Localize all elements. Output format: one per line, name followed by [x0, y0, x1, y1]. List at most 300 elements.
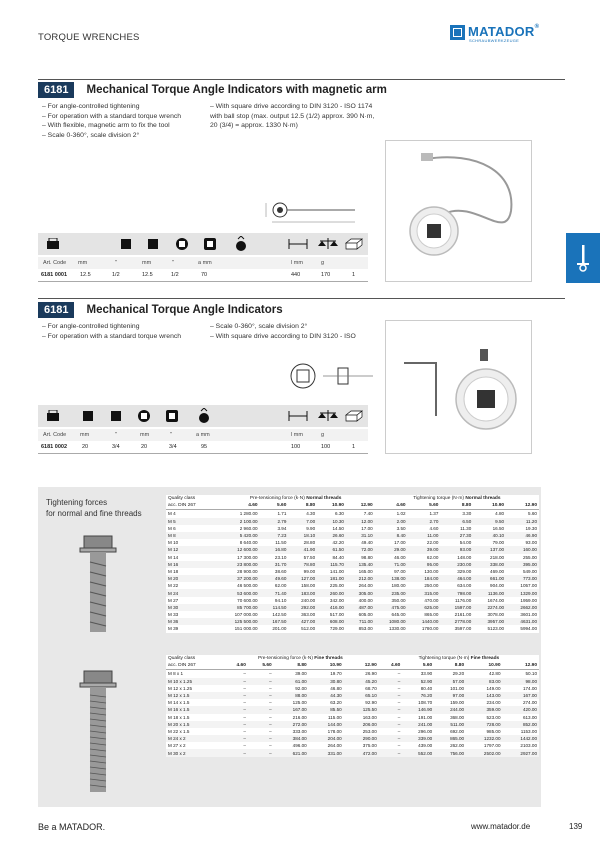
dimension-drawing-2: [283, 358, 378, 398]
pre-tension-label: Pre-tensioning force (k·N): [258, 656, 313, 662]
table-row: [166, 539, 539, 546]
table-cell: 83.00: [489, 678, 501, 684]
section-1-title: Mechanical Torque Angle Indicators with magnetic arm: [86, 84, 387, 96]
package-unit-icon: [345, 410, 363, 422]
table-cell: 230.00: [457, 561, 472, 567]
thread-size: M 6: [168, 525, 176, 531]
table-cell: 608.00: [329, 619, 344, 625]
square-drive-inch-icon: [148, 239, 158, 249]
thread-size: M 12 x 1.5: [168, 693, 190, 699]
table-cell: –: [243, 700, 246, 706]
table-cell: 201.00: [272, 626, 287, 632]
table-cell: 62.00: [274, 583, 287, 589]
thread-size: M 12 x 1.25: [168, 685, 193, 691]
table-cell: 158.00: [301, 583, 316, 589]
torque-label: Tightening torque (N·m): [413, 496, 464, 502]
table-cell: 79.00: [492, 540, 505, 546]
table-cell: 38.60: [274, 568, 287, 574]
table-cell: 114.50: [272, 604, 287, 610]
table-cell: 204.00: [327, 736, 342, 742]
table-cell: 39.00: [295, 671, 307, 677]
table-cell: 26.60: [332, 533, 344, 539]
table-cell: 6.50: [462, 518, 472, 524]
table-cell: –: [397, 743, 401, 749]
normal-threads-body: [166, 510, 539, 633]
logo-mark-icon: [450, 25, 465, 40]
table-cell: 184.00: [424, 576, 439, 582]
table-cell: 4.30: [306, 511, 316, 517]
thread-size: M 14: [168, 554, 179, 560]
bullet: – For angle-controlled tightening: [42, 322, 202, 332]
socket-inch-icon: [204, 238, 216, 250]
table-cell: 255.00: [522, 554, 537, 560]
table-cell: 359.00: [486, 707, 501, 713]
table-cell: 80.40: [420, 685, 433, 691]
fine-threads-body: [166, 670, 539, 757]
table-cell: 523.00: [486, 714, 501, 720]
table-cell: 1330.00: [388, 626, 406, 632]
length-icon: [288, 411, 308, 421]
table-cell: 191.00: [418, 714, 433, 720]
thread-size: M 24: [168, 590, 179, 596]
bullet: – With flexible, magnetic arm to fix the tool: [42, 121, 202, 131]
table-cell: 363.00: [301, 612, 316, 618]
table-cell: –: [243, 707, 246, 713]
table-cell: 19.30: [525, 525, 537, 531]
spec-value: 12.5: [80, 272, 91, 278]
spec-row-2[interactable]: [38, 441, 368, 453]
table-cell: –: [269, 714, 272, 720]
table-cell: 7.23: [277, 533, 287, 539]
table-cell: 57.50: [303, 554, 316, 560]
section-2-title: Mechanical Torque Angle Indicators: [86, 304, 283, 316]
table-cell: 400.00: [358, 597, 373, 603]
table-cell: 50.10: [525, 671, 537, 677]
table-cell: 167.50: [272, 619, 287, 625]
table-cell: 517.00: [329, 612, 344, 618]
table-cell: 84.40: [332, 554, 344, 560]
spec-value: 1/2: [112, 272, 120, 278]
table-cell: 552.00: [418, 750, 433, 756]
table-cell: 3957.00: [487, 619, 505, 625]
table-cell: –: [243, 685, 246, 691]
thread-size: M 18: [168, 568, 179, 574]
quality-class: 5.60: [262, 663, 272, 669]
quality-class: 5.60: [422, 663, 433, 669]
table-row: [166, 561, 539, 568]
table-cell: 142.50: [272, 612, 287, 618]
table-cell: 14.50: [332, 525, 344, 531]
quality-class: 12.90: [360, 503, 373, 509]
spec-icon-bar-1: [38, 233, 368, 255]
quality-class: 4.60: [236, 663, 246, 669]
length-icon: [288, 239, 308, 249]
table-cell: 339.00: [418, 736, 433, 742]
table-cell: –: [243, 714, 246, 720]
table-cell: 865.00: [450, 736, 465, 742]
table-cell: –: [269, 685, 272, 691]
table-cell: 292.00: [301, 604, 316, 610]
unit: g: [321, 260, 325, 266]
table-cell: –: [243, 750, 246, 756]
table-cell: 549.00: [522, 568, 537, 574]
table-cell: 11.50: [275, 540, 287, 546]
unit: ": [115, 260, 117, 266]
bullet: – For operation with a standard torque wrench: [42, 112, 202, 122]
table-cell: 240.00: [301, 597, 316, 603]
spec-value: 1: [352, 444, 356, 450]
table-cell: 305.00: [358, 590, 373, 596]
table-cell: 1.71: [277, 511, 287, 517]
thread-size: M 20 x 1.5: [168, 721, 190, 727]
table-cell: 2.00: [396, 518, 406, 524]
table-cell: 4.60: [429, 525, 439, 531]
table-cell: 375.00: [362, 743, 377, 749]
table-cell: 22.00: [426, 540, 439, 546]
table-cell: 464.00: [457, 576, 472, 582]
table-cell: 1959.00: [520, 597, 537, 603]
quality-class: 5.60: [429, 503, 439, 509]
table-cell: 46.90: [525, 533, 537, 539]
chapter-tab[interactable]: [566, 233, 600, 283]
table-cell: 7.40: [363, 511, 373, 517]
quality-class: 4.60: [248, 503, 258, 509]
logo-registered: ®: [534, 24, 540, 30]
table-cell: 28 900.00: [237, 568, 258, 574]
table-cell: 61.00: [295, 678, 307, 684]
table-row: [166, 749, 539, 756]
table-cell: 9.90: [306, 525, 316, 531]
quality-class-label: Quality class: [168, 496, 196, 502]
table-cell: –: [269, 743, 272, 749]
socket-icon: [138, 410, 150, 422]
table-cell: 1136.00: [487, 590, 505, 596]
thread-size: M 16: [168, 561, 179, 567]
table-cell: 61.50: [332, 547, 344, 553]
bullet: – Scale 0-360°, scale division 2°: [42, 131, 202, 141]
table-cell: 3078.00: [487, 612, 505, 618]
bullet: – With square drive according to DIN 3120 - ISO: [210, 332, 380, 342]
thread-size: M 10: [168, 540, 179, 546]
table-cell: –: [243, 728, 246, 734]
table-cell: –: [243, 721, 246, 727]
table-cell: –: [269, 728, 272, 734]
article-number: 6181 0002: [41, 444, 67, 450]
quality-class: 10.90: [492, 503, 505, 509]
table-cell: 78.80: [303, 561, 316, 567]
table-cell: 605.00: [358, 612, 373, 618]
thread-size: M 24 x 2: [168, 736, 186, 742]
table-cell: 165.00: [358, 568, 373, 574]
table-cell: 125 500.00: [234, 619, 258, 625]
footer-url[interactable]: www.matador.de: [471, 822, 531, 831]
din-label: acc. DIN 267: [168, 663, 196, 669]
footer-slogan: Be a MATADOR.: [38, 822, 106, 832]
table-cell: 146.90: [418, 707, 433, 713]
table-row: [166, 618, 539, 625]
table-cell: –: [269, 678, 272, 684]
table-cell: 212.00: [358, 576, 373, 582]
bullet: – With square drive according to DIN 3120 - ISO 1174 with ball stop (max. output 12.5 (1/2) approx. 390 N·m, 20 (3/4) = approx. 1330 N·m): [210, 102, 380, 131]
socket-icon: [176, 238, 188, 250]
table-row: [166, 670, 539, 678]
table-cell: 70 600.00: [237, 597, 258, 603]
quality-class-label: Quality class: [168, 656, 196, 662]
table-cell: 151 000.00: [234, 626, 258, 632]
table-cell: 1597.00: [454, 604, 472, 610]
package-unit-icon: [345, 238, 363, 250]
table-cell: 31.70: [274, 561, 287, 567]
table-row: [166, 546, 539, 553]
table-cell: 92.90: [365, 700, 377, 706]
table-cell: 160.00: [522, 547, 537, 553]
unit: ": [115, 432, 117, 438]
pre-tension-bold: Fine threads: [314, 656, 343, 662]
table-cell: 41.90: [303, 547, 316, 553]
unit: ": [172, 260, 174, 266]
torque-label: Tightening torque (N·m): [418, 656, 470, 662]
unit: g: [321, 432, 325, 438]
spec-value: 440: [291, 272, 301, 278]
table-cell: 42.20: [332, 540, 344, 546]
bullet: – Scale 0-360°, scale division 2°: [210, 322, 380, 332]
table-cell: 115.00: [328, 714, 342, 720]
unit: mm: [142, 260, 152, 266]
spec-value: 1: [352, 272, 356, 278]
table-cell: 5 420.00: [239, 533, 258, 539]
table-cell: 728.00: [486, 721, 501, 727]
table-cell: 1057.00: [520, 583, 537, 589]
table-row: [166, 706, 539, 713]
table-cell: 798.00: [457, 590, 472, 596]
thread-size: M 10 x 1.25: [168, 678, 193, 684]
socket-inch-icon: [166, 410, 178, 422]
class-header-row: [166, 662, 539, 670]
table-row: [166, 678, 539, 685]
table-cell: 45.20: [365, 678, 377, 684]
table-cell: 384.00: [292, 736, 307, 742]
spec-value: 20: [82, 444, 89, 450]
spec-value: 12.5: [142, 272, 153, 278]
table-cell: 756.00: [450, 750, 465, 756]
section-2-heading: [38, 302, 283, 318]
table-cell: 49.40: [361, 540, 373, 546]
table-cell: 98.00: [525, 678, 537, 684]
torque-wrench-icon: [574, 243, 592, 273]
page-number: 139: [569, 822, 583, 831]
table-cell: 149.00: [486, 685, 501, 691]
section-1-bullets-right: [210, 102, 380, 131]
logo-subtitle: SCHRAUBWERKZEUGE: [469, 38, 520, 43]
table-cell: 333.00: [292, 728, 307, 734]
table-cell: 85.50: [330, 707, 342, 713]
thread-size: M 12: [168, 547, 179, 553]
unit: mm: [78, 260, 88, 266]
table-cell: 148.00: [457, 554, 472, 560]
table-cell: 144.00: [327, 721, 342, 727]
table-cell: 511.00: [450, 721, 465, 727]
table-cell: 216.00: [292, 714, 307, 720]
table-cell: 260.00: [329, 590, 344, 596]
square-drive-icon: [83, 411, 93, 421]
table-cell: 62.00: [426, 554, 439, 560]
class-header-row: [166, 502, 539, 510]
article-number: 6181 0001: [41, 272, 67, 278]
table-cell: 315.00: [424, 590, 439, 596]
table-cell: 125.50: [362, 707, 377, 713]
table-cell: 33.90: [420, 671, 433, 677]
table-cell: 4631.00: [520, 619, 537, 625]
quality-class: 10.90: [488, 663, 501, 669]
table-row: [166, 714, 539, 721]
table-cell: 250.00: [424, 583, 439, 589]
table-cell: 274.00: [522, 700, 537, 706]
section-2-bullets-left: [42, 322, 202, 341]
table-cell: 2502.00: [483, 750, 501, 756]
table-row: [166, 728, 539, 735]
table-cell: 93.00: [459, 547, 472, 553]
angle-indicator-magnetic-arm-icon: [386, 141, 531, 281]
spec-value: 95: [201, 444, 208, 450]
thread-size: M 30 x 2: [168, 750, 186, 756]
table-cell: 17.00: [361, 525, 373, 531]
table-cell: 5.60: [528, 511, 537, 517]
table-cell: 108.70: [418, 700, 433, 706]
torque-bold: Normal threads: [465, 496, 501, 502]
table-cell: 645.00: [391, 612, 406, 618]
table-cell: 26.90: [365, 671, 377, 677]
table-cell: 52.90: [420, 678, 433, 684]
article-code-icon: [46, 238, 60, 250]
table-row: [166, 625, 539, 632]
table-cell: 244.00: [450, 707, 465, 713]
table-cell: 1.02: [396, 511, 406, 517]
product-photo-2: [385, 320, 532, 454]
thread-size: M 14 x 1.5: [168, 700, 190, 706]
table-cell: 1442.00: [520, 736, 537, 742]
forces-title: [46, 497, 142, 519]
table-row: [166, 518, 539, 525]
table-cell: 88.00: [295, 693, 307, 699]
torque-bold: Fine threads: [470, 656, 500, 662]
table-cell: 85 700.00: [237, 604, 258, 610]
table-cell: 5123.00: [487, 626, 505, 632]
table-cell: 262.00: [450, 743, 465, 749]
normal-threads-table: [166, 495, 539, 633]
table-row: [166, 721, 539, 728]
spec-value: 3/4: [112, 444, 120, 450]
pre-tension-label: Pre-tensioning force (k·N): [249, 496, 305, 502]
weight-scale-icon: [318, 237, 338, 251]
spec-row-1[interactable]: [38, 269, 368, 281]
bullet: – For operation with a standard torque wrench: [42, 332, 202, 342]
table-cell: –: [269, 750, 272, 756]
spec-units-row-1: [38, 257, 368, 269]
table-cell: 416.00: [329, 604, 344, 610]
table-cell: 342.00: [329, 597, 344, 603]
art-code-label: Art. Code: [43, 432, 67, 438]
angle-indicator-icon: [386, 321, 531, 453]
unit: a mm: [198, 260, 212, 266]
table-row: [166, 532, 539, 539]
table-cell: 253.00: [362, 728, 377, 734]
table-cell: 92.00: [295, 685, 307, 691]
table-cell: 46 500.00: [237, 583, 258, 589]
table-cell: 6.30: [335, 511, 344, 517]
table-cell: 469.00: [490, 568, 505, 574]
thread-size: M 5: [168, 518, 176, 524]
table-cell: 350.00: [391, 597, 406, 603]
table-cell: 634.00: [457, 583, 472, 589]
table-cell: 40.10: [492, 533, 505, 539]
table-cell: 137.00: [490, 547, 505, 553]
spec-value: 170: [321, 272, 331, 278]
fine-threads-table: [166, 655, 539, 757]
table-cell: –: [243, 736, 246, 742]
table-cell: 97.00: [452, 693, 465, 699]
article-code-icon: [46, 410, 60, 422]
table-cell: 167.00: [522, 693, 537, 699]
table-cell: 181.00: [329, 576, 344, 582]
table-cell: 94.10: [274, 597, 287, 603]
table-cell: 99.00: [303, 568, 316, 574]
table-row: [166, 575, 539, 582]
square-drive-inch-icon: [111, 411, 121, 421]
table-cell: 101.00: [450, 685, 465, 691]
spec-value: 70: [201, 272, 208, 278]
table-cell: 115.70: [330, 561, 344, 567]
hex-bolt-normal-thread-icon: [78, 532, 118, 642]
table-cell: –: [269, 700, 272, 706]
thread-size: M 20: [168, 576, 179, 582]
table-cell: 17.00: [394, 540, 406, 546]
table-cell: 27.30: [459, 533, 472, 539]
quality-class: 8.80: [454, 663, 465, 669]
thread-size: M 16 x 1.5: [168, 707, 190, 713]
weight-scale-icon: [318, 409, 338, 423]
table-cell: 143.00: [486, 693, 501, 699]
spec-units-row-2: [38, 429, 368, 441]
table-cell: 18.10: [303, 533, 316, 539]
table-cell: 3597.00: [454, 626, 472, 632]
ball-stop-icon: [198, 408, 210, 424]
table-cell: –: [397, 685, 401, 691]
table-cell: 3.50: [396, 525, 406, 531]
table-cell: –: [269, 736, 272, 742]
table-cell: 3601.00: [520, 612, 537, 618]
table-cell: 180.00: [391, 583, 406, 589]
table-cell: 613.00: [522, 714, 537, 720]
table-cell: 135.40: [358, 561, 373, 567]
art-code-label: Art. Code: [43, 260, 67, 266]
forces-title-line-2: for normal and fine threads: [46, 509, 142, 518]
table-cell: 773.00: [522, 576, 537, 582]
table-cell: 138.00: [391, 576, 406, 582]
spec-value: 100: [291, 444, 301, 450]
table-cell: 329.00: [457, 568, 472, 574]
table-cell: 46.00: [394, 554, 406, 560]
table-cell: 8.40: [396, 533, 406, 539]
table-cell: 174.00: [522, 685, 537, 691]
table-cell: 290.00: [362, 736, 377, 742]
table-cell: 93.00: [525, 540, 537, 546]
thread-size: M 8: [168, 533, 176, 539]
table-cell: 496.00: [292, 743, 307, 749]
table-cell: –: [243, 743, 246, 749]
table-cell: 264.00: [358, 583, 373, 589]
table-cell: 183.00: [301, 590, 316, 596]
table-cell: 76.20: [420, 693, 433, 699]
